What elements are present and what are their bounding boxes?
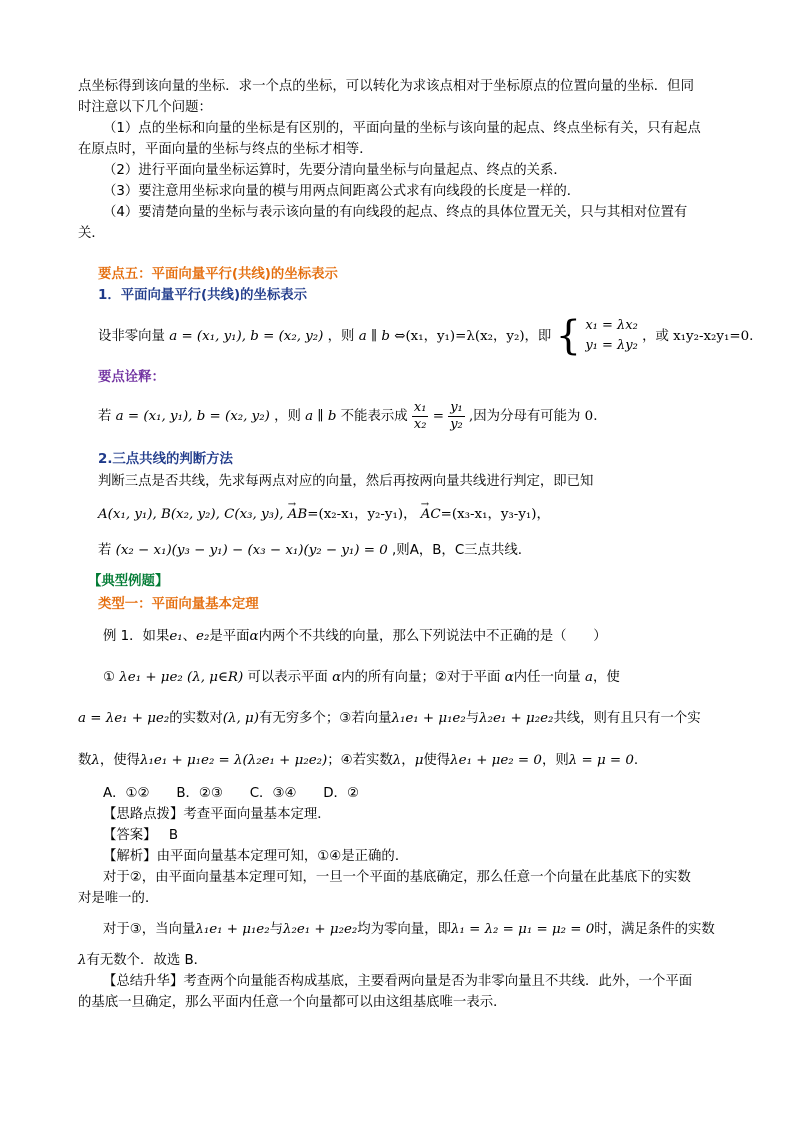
- statement-line-3: [78, 751, 638, 771]
- analysis-3: [103, 920, 715, 940]
- three-points: A(x₁, y₁), B(x₂, y₂), C(x₃, y₃),: [98, 507, 284, 522]
- hint-line: [103, 805, 331, 825]
- system-brace: {: [555, 313, 582, 359]
- s3-expr2: λe₁ + μe₂ = 0: [450, 753, 542, 768]
- note-cannot: 不能表示成: [340, 409, 408, 424]
- ex1-sep: 、: [182, 629, 197, 644]
- s3-l: λ: [392, 753, 402, 768]
- three-points-text: 判断三点是否共线，先求每两点对应的向量，然后再按两向量共线进行判定，即已知: [98, 474, 594, 489]
- ex1-alpha: α: [249, 629, 259, 644]
- s1-e: ，使: [592, 670, 620, 685]
- s1-alpha2: α: [504, 670, 514, 685]
- s2-c: 与: [465, 711, 480, 726]
- section-heading: 要点五：平面向量平行(共线)的坐标表示: [98, 267, 338, 282]
- summary-line: [103, 972, 692, 992]
- an3-v2: λ₂e₁ + μ₂e₂: [283, 922, 358, 937]
- point-4a: （4）要清楚向量的坐标与表示该向量的有向线段的起点、终点的具体位置无关，只与其相对位置有: [103, 205, 688, 220]
- an3-d: 时，满足条件的实数: [594, 922, 715, 937]
- statement-line-1: [103, 668, 620, 688]
- fraction-x: [412, 400, 429, 433]
- s3-c: ；④若实数: [327, 753, 393, 768]
- note-prefix: 若: [98, 409, 112, 424]
- point-2: （2）进行平面向量坐标运算时，先要分清向量坐标与向量起点、终点的关系．: [103, 163, 567, 178]
- vector-ab-value: =(x₂-x₁，y₂-y₁)，: [307, 507, 417, 522]
- example-1-question: [103, 627, 607, 647]
- an3-l: λ: [78, 953, 87, 968]
- point-1a: （1）点的坐标和向量的坐标是有区别的，平面向量的坐标与该向量的起点、终点坐标有关，只有起点: [103, 121, 701, 136]
- an3-e: 有无数个．故选 B．: [86, 953, 208, 968]
- s1-c: 内的所有向量；②对于平面: [341, 670, 501, 685]
- note-tail: ,因为分母有可能为 0.: [469, 409, 598, 424]
- s3-lambda: λ: [91, 753, 100, 768]
- ex1-c: 内两个不共线的向量，那么下列说法中不正确的是（ ）: [258, 629, 607, 644]
- s2-v2: λ₂e₁ + μ₂e₂: [479, 711, 554, 726]
- vector-ac: → AC: [421, 505, 441, 525]
- note-parallel: a ∥ b: [305, 409, 337, 424]
- s2-b: 有无穷多个；③若向量: [258, 711, 392, 726]
- system-line-1: x₁ = λx₂: [585, 318, 638, 333]
- three-points-line: [98, 505, 550, 525]
- answer-options: A．①② B．②③ C．③④ D．②: [103, 786, 359, 801]
- frac-x-num: x₁: [413, 399, 427, 415]
- ex1-e1: e₁: [169, 629, 183, 644]
- cond-prefix: 设非零向量: [98, 329, 165, 344]
- s3-expr: λ₁e₁ + μ₁e₂ = λ(λ₂e₁ + μ₂e₂): [140, 753, 328, 768]
- vector-ab: → AB: [288, 505, 308, 525]
- s3-d: 使得: [423, 753, 451, 768]
- an3-eq: λ₁ = λ₂ = μ₁ = μ₂ = 0: [450, 922, 595, 937]
- intro-line-2: 时注意以下几个问题：: [78, 100, 212, 115]
- collinear-condition: [98, 541, 522, 561]
- s1-b: 可以表示平面: [247, 670, 328, 685]
- summary-text-a: 考查两个向量能否构成基底，主要看两向量是否为非零向量且不共线．此外，一个平面: [183, 974, 693, 989]
- answer-line: [103, 826, 178, 846]
- s2-pair: (λ, μ): [222, 711, 259, 726]
- statement-line-2: [78, 709, 701, 729]
- cond-vectors: a = (x₁, y₁), b = (x₂, y₂): [169, 329, 324, 344]
- an3-v1: λ₁e₁ + μ₁e₂: [195, 922, 270, 937]
- ex1-a: 例 1．如果: [103, 629, 170, 644]
- note-heading: 要点诠释：: [98, 370, 165, 385]
- s3-b: ，使得: [99, 753, 141, 768]
- an3-b: 与: [269, 922, 283, 937]
- answer-label: 【答案】: [103, 828, 157, 843]
- point-4b: 关．: [78, 226, 105, 241]
- fraction-y: [448, 400, 465, 433]
- s3-res: λ = μ = 0: [568, 753, 634, 768]
- vector-ac-value: =(x₃-x₁，y₃-y₁)，: [440, 507, 550, 522]
- s3-f: .: [633, 753, 639, 768]
- summary-label: 【总结升华】: [103, 974, 184, 989]
- s1-a: ①: [103, 670, 116, 685]
- if-formula: (x₂ − x₁)(y₃ − y₁) − (x₃ − x₁)(y₂ − y₁) = 0: [115, 543, 388, 558]
- if-prefix: 若: [98, 543, 112, 558]
- intro-line-1: 点坐标得到该向量的坐标．求一个点的坐标，可以转化为求该点相对于坐标原点的位置向量的坐标．但同: [78, 79, 694, 94]
- subheading-2: 2.三点共线的判断方法: [98, 452, 233, 467]
- s1-a-vec: a: [584, 670, 593, 685]
- type-1-heading: 类型一：平面向量基本定理: [98, 597, 259, 612]
- point-3: （3）要注意用坐标求向量的模与用两点间距离公式求有向线段的长度是一样的．: [103, 184, 581, 199]
- s1-alpha: α: [332, 670, 342, 685]
- point-1b: 在原点时，平面向量的坐标与终点的坐标才相等．: [78, 142, 373, 157]
- s3-sep: ，: [401, 753, 415, 768]
- an3-a: 对于③，当向量: [103, 922, 196, 937]
- hint-label: 【思路点拨】: [103, 807, 184, 822]
- ex1-e2: e₂: [196, 629, 210, 644]
- summary-line-2: 的基底一旦确定，那么平面内任意一个向量都可以由这组基底唯一表示．: [78, 995, 507, 1010]
- frac-y-den: y₂: [450, 416, 463, 432]
- s3-a: 数: [78, 753, 92, 768]
- s2-v1: λ₁e₁ + μ₁e₂: [391, 711, 466, 726]
- s1-d: 内任一向量: [513, 670, 581, 685]
- equation-system: [585, 316, 638, 356]
- an3-c: 均为零向量，即: [357, 922, 451, 937]
- analysis-line: [103, 847, 408, 867]
- system-line-2: y₁ = λy₂: [585, 338, 638, 353]
- s2-a: 的实数对: [169, 711, 223, 726]
- frac-y-num: y₁: [450, 399, 463, 415]
- analysis-label: 【解析】: [103, 849, 157, 864]
- analysis-text: 由平面向量基本定理可知，①④是正确的．: [156, 849, 409, 864]
- s2-expr: a = λe₁ + μe₂: [78, 711, 170, 726]
- frac-x-den: x₂: [413, 416, 427, 432]
- hint-text: 考查平面向量基本定理．: [183, 807, 331, 822]
- cond-mid: ，则: [327, 329, 355, 344]
- analysis-2b: 对是唯一的．: [78, 891, 159, 906]
- note-mid: ，则: [274, 409, 301, 424]
- s1-expr: λe₁ + μe₂ (λ, μ∈R): [119, 670, 244, 685]
- parallel-condition: [98, 313, 754, 359]
- s3-m: μ: [414, 753, 424, 768]
- ex1-b: 是平面: [209, 629, 250, 644]
- subheading-1: 1．平面向量平行(共线)的坐标表示: [98, 288, 308, 303]
- analysis-2a: 对于②，由平面向量基本定理可知，一旦一个平面的基底确定，那么任意一个向量在此基底下的实数: [103, 870, 691, 885]
- cond-tail: ，或 x₁y₂-x₂y₁=0.: [642, 329, 754, 344]
- examples-heading: 【典型例题】: [88, 574, 169, 589]
- note-vectors: a = (x₁, y₁), b = (x₂, y₂): [115, 409, 270, 424]
- note-line: 若 a = (x₁, y₁), b = (x₂, y₂) ，则 a ∥ b 不能表示成 $\frac{\text{x₁}}{\text{x₂}}$ = $\frac{\text{y₁}}{\text{y₂}}$ ,因为分母有可能为 0.: [98, 399, 598, 432]
- cond-parallel: a ∥ b: [358, 329, 390, 344]
- analysis-3b: [78, 951, 207, 971]
- answer-text: B: [168, 828, 179, 843]
- if-tail: ,则A，B，C三点共线.: [392, 543, 522, 558]
- s3-e: ，则: [541, 753, 569, 768]
- cond-iff: ⇔(x₁，y₁)=λ(x₂，y₂)，即: [394, 329, 552, 344]
- s2-d: 共线，则有且只有一个实: [553, 711, 701, 726]
